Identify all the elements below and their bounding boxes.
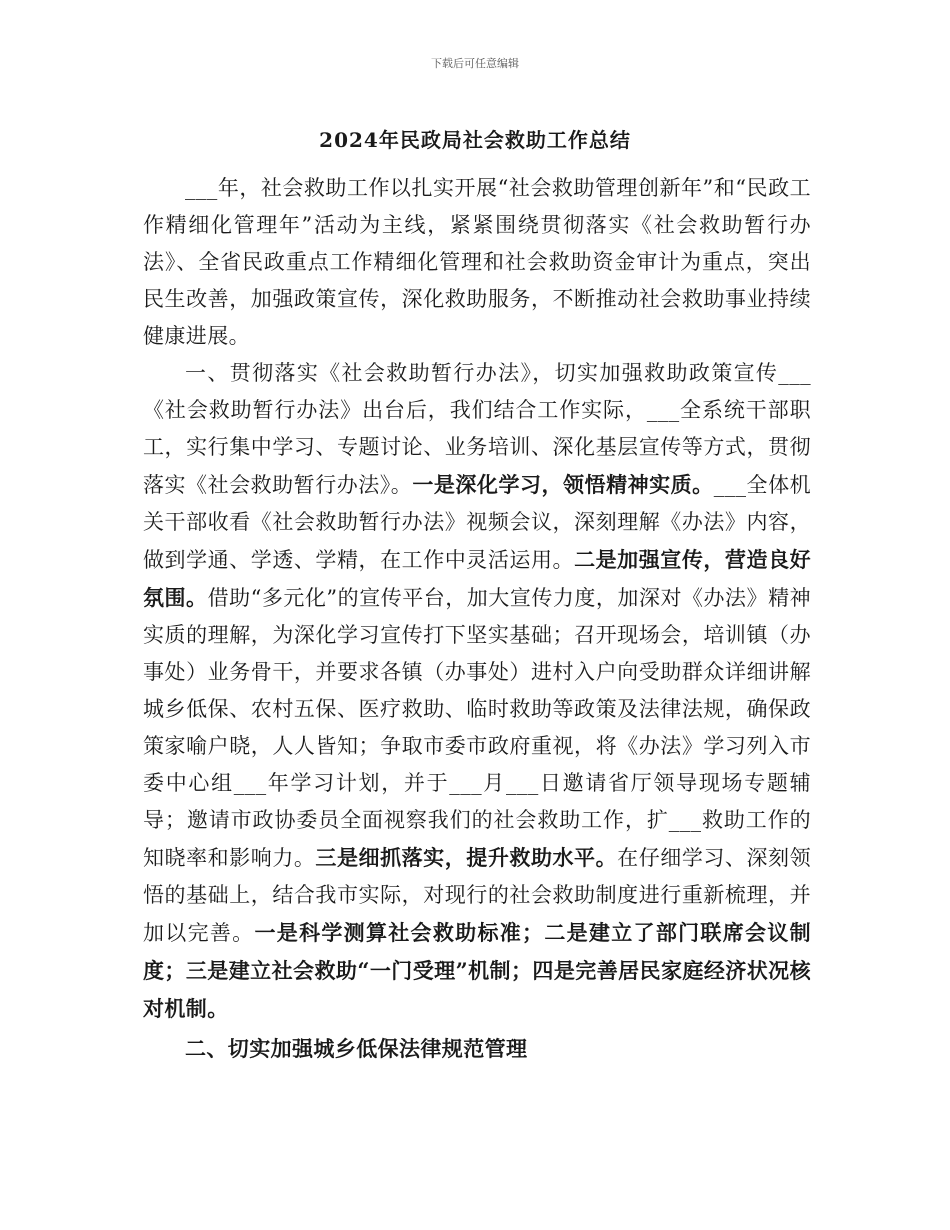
document-title: 2024年民政局社会救助工作总结 xyxy=(319,128,631,152)
section1-bold-2: 二是加强宣传，营造良好氛围。 xyxy=(143,547,811,610)
section1-text-2: ___全体机关干部收看《社会救助暂行办法》视频会议，深刻理解《办法》内容，做到学通、学透、学精，在工作中灵活运用。 xyxy=(143,473,811,572)
section1-bold-1: 一是深化学习，领悟精神实质。 xyxy=(412,472,714,497)
document-body xyxy=(143,170,811,1067)
header-watermark: 下载后可任意编辑 xyxy=(431,57,519,70)
section1-text-1: 一、贯彻落实《社会救助暂行办法》，切实加强救助政策宣传___《社会救助暂行办法》出台后，我们结合工作实际，___全系统干部职工，实行集中学习、专题讨论、业务培训、深化基层宣传等方式，贯彻落实《社会救助暂行办法》。 xyxy=(143,361,811,497)
section1-bold-4: 一是科学测算社会救助标准；二是建立了部门联席会议制度；三是建立社会救助“一门受理”机制；四是完善居民家庭经济状况核对机制。 xyxy=(143,920,811,1021)
section1-text-4: 在仔细学习、深刻领悟的基础上，结合我市实际，对现行的社会救助制度进行重新梳理，并加以完善。 xyxy=(143,846,811,945)
section1-text-3: 借助“多元化”的宣传平台，加大宣传力度，加深对《办法》精神实质的理解，为深化学习宣传打下坚实基础；召开现场会，培训镇（办事处）业务骨干，并要求各镇（办事处）进村入户向受助群众详细讲解城乡低保、农村五保、医疗救助、临时救助等政策及法律法规，确保政策家喻户晓，人人皆知；争取市委市政府重视，将《办法》学习列入市委中心组___年学习计划，并于___月___日邀请省厅领导现场专题辅导；邀请市政协委员全面视察我们的社会救助工作，扩___救助工作的知晓率和影响力。 xyxy=(143,586,811,870)
intro-paragraph: ___年，社会救助工作以扎实开展“社会救助管理创新年”和“民政工作精细化管理年”活动为主线，紧紧围绕贯彻落实《社会救助暂行办法》、全省民政重点工作精细化管理和社会救助资金审计为重点，突出民生改善，加强政策宣传，深化救助服务，不断推动社会救助事业持续健康进展。 xyxy=(143,176,811,348)
section1-bold-3: 三是细抓落实，提升救助水平。 xyxy=(315,845,618,870)
section1-paragraph xyxy=(143,355,811,1028)
section2-heading: 二、切实加强城乡低保法律规范管理 xyxy=(185,1036,528,1061)
